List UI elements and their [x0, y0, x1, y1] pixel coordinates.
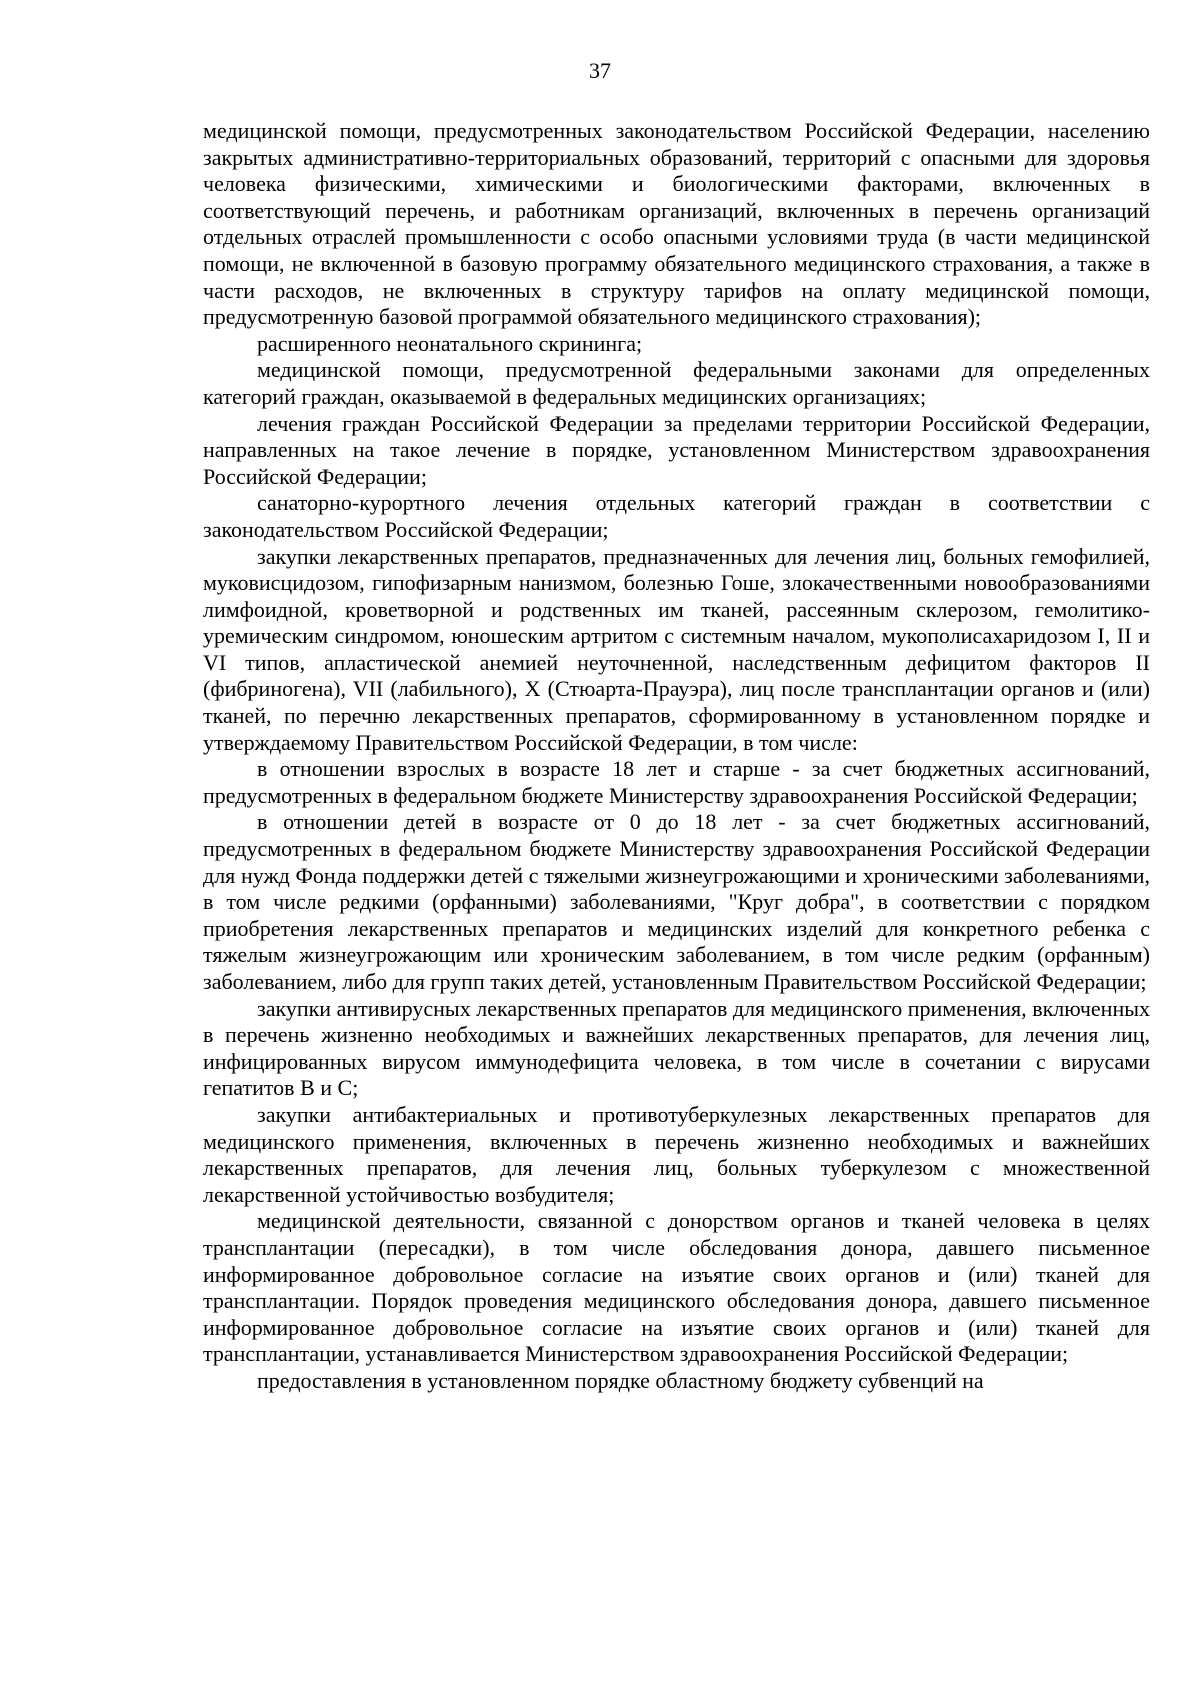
paragraph-sanatorium-treatment: санаторно-курортного лечения отдельных категорий граждан в соответствии с законодательством Российской Федерации; — [203, 490, 1150, 542]
paragraph-antiviral-procurement: закупки антивирусных лекарственных препаратов для медицинского применения, включенных в перечень жизненно необходимых и важнейших лекарственных препаратов, для лечения лиц, инфицированных вирусом иммунодефицита человека, в том числе в сочетании с вирусами гепатитов B и C; — [203, 995, 1150, 1101]
paragraph-continuation: медицинской помощи, предусмотренных законодательством Российской Федерации, населению закрытых административно-территориальных образований, территорий с опасными для здоровья человека физическими, химическими и биологическими факторами, включенных в соответствующий перечень, и работникам организаций, включенных в перечень организаций отдельных отраслей промышленности с особо опасными условиями труда (в части медицинской помощи, не включенной в базовую программу обязательного медицинского страхования, а также в части расходов, не включенных в структуру тарифов на оплату медицинской помощи, предусмотренную базовой программой обязательного медицинского страхования); — [203, 118, 1150, 330]
paragraph-drug-procurement: закупки лекарственных препаратов, предназначенных для лечения лиц, больных гемофилией, муковисцидозом, гипофизарным нанизмом, болезнью Гоше, злокачественными новообразованиями лимфоидной, кроветворной и родственных им тканей, рассеянным склерозом, гемолитико-уремическим синдромом, юношеским артритом с системным началом, мукополисахаридозом I, II и VI типов, апластической анемией неуточненной, наследственным дефицитом факторов II (фибриногена), VII (лабильного), X (Стюарта-Прауэра), лиц после трансплантации органов и (или) тканей, по перечню лекарственных препаратов, сформированному в установленном порядке и утверждаемому Правительством Российской Федерации, в том числе: — [203, 543, 1150, 755]
paragraph-antibacterial-procurement: закупки антибактериальных и противотуберкулезных лекарственных препаратов для медицинского применения, включенных в перечень жизненно необходимых и важнейших лекарственных препаратов, для лечения лиц, больных туберкулезом с множественной лекарственной устойчивостью возбудителя; — [203, 1101, 1150, 1207]
paragraph-neonatal-screening: расширенного неонатального скрининга; — [257, 330, 643, 356]
page-number: 37 — [589, 58, 611, 83]
paragraph-treatment-abroad: лечения граждан Российской Федерации за пределами территории Российской Федерации, направленных на такое лечение в порядке, установленном Министерством здравоохранения Российской Федерации; — [203, 410, 1150, 489]
paragraph-subventions: предоставления в установленном порядке областному бюджету субвенций на — [257, 1367, 984, 1393]
document-body — [203, 118, 1150, 1395]
paragraph-adults: в отношении взрослых в возрасте 18 лет и старше - за счет бюджетных ассигнований, предусмотренных в федеральном бюджете Министерству здравоохранения Российской Федерации; — [203, 756, 1150, 808]
paragraph-federal-medical-care: медицинской помощи, предусмотренной федеральными законами для определенных категорий граждан, оказываемой в федеральных медицинских организациях; — [203, 357, 1150, 409]
paragraph-organ-donation: медицинской деятельности, связанной с донорством органов и тканей человека в целях трансплантации (пересадки), в том числе обследования донора, давшего письменное информированное добровольное согласие на изъятие своих органов и (или) тканей для трансплантации. Порядок проведения медицинского обследования донора, давшего письменное информированное добровольное согласие на изъятие своих органов и (или) тканей для трансплантации, устанавливается Министерством здравоохранения Российской Федерации; — [203, 1208, 1150, 1367]
paragraph-children: в отношении детей в возрасте от 0 до 18 лет - за счет бюджетных ассигнований, предусмотренных в федеральном бюджете Министерству здравоохранения Российской Федерации для нужд Фонда поддержки детей с тяжелыми жизнеугрожающими и хроническими заболеваниями, в том числе редкими (орфанными) заболеваниями, "Круг добра", в соответствии с порядком приобретения лекарственных препаратов и медицинских изделий для конкретного ребенка с тяжелым жизнеугрожающим или хроническим заболеванием, в том числе редким (орфанным) заболеванием, либо для групп таких детей, установленным Правительством Российской Федерации; — [203, 809, 1150, 994]
